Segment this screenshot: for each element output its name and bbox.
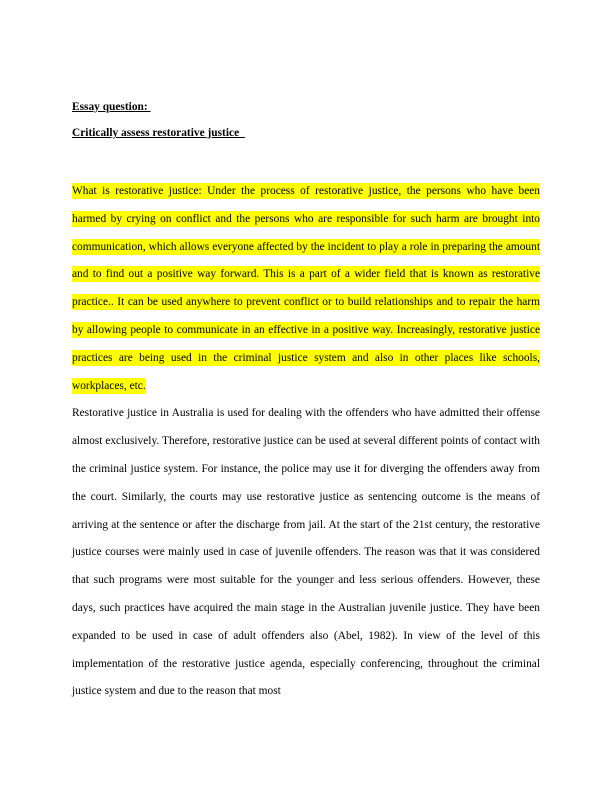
body-paragraph: Restorative justice in Australia is used for dealing with the offenders who have admitted their offense almost exclusively. Therefore, restorative justice can be used at several different points of contact with the criminal justice system. For instance, the police may use it for diverging the offenders away from the court. Similarly, the courts may use restorative justice as sentencing outcome is the means of arriving at the sentence or after the discharge from jail. At the start of the 21st century, the restorative justice courses were mainly used in case of juvenile offenders. The reason was that it was considered that such programs were most suitable for the younger and less serious offenders. However, these days, such practices have acquired the main stage in the Australian juvenile justice. They have been expanded to be used in case of adult offenders also (Abel, 1982). In view of the level of this implementation of the restorative justice agenda, especially conferencing, throughout the criminal justice system and due to the reason that most [72,407,540,698]
highlighted-paragraph [72,178,540,400]
highlighted-text: What is restorative justice: Under the process of restorative justice, the persons who have been harmed by crying on conflict and the persons who are responsible for such harm are brought into communication, which allows everyone affected by the incident to play a role in preparing the amount and to find out a positive way forward. This is a part of a wider field that is known as restorative practice.. It can be used anywhere to prevent conflict or to build relationships and to repair the harm by allowing people to communicate in an effective in a positive way. Increasingly, restorative justice practices are being used in the criminal justice system and also in other places like schools, workplaces, etc. [72,185,540,392]
essay-topic-heading: Critically assess restorative justice [72,127,245,139]
essay-question-heading: Essay question: [72,101,151,113]
document-body [72,96,540,706]
